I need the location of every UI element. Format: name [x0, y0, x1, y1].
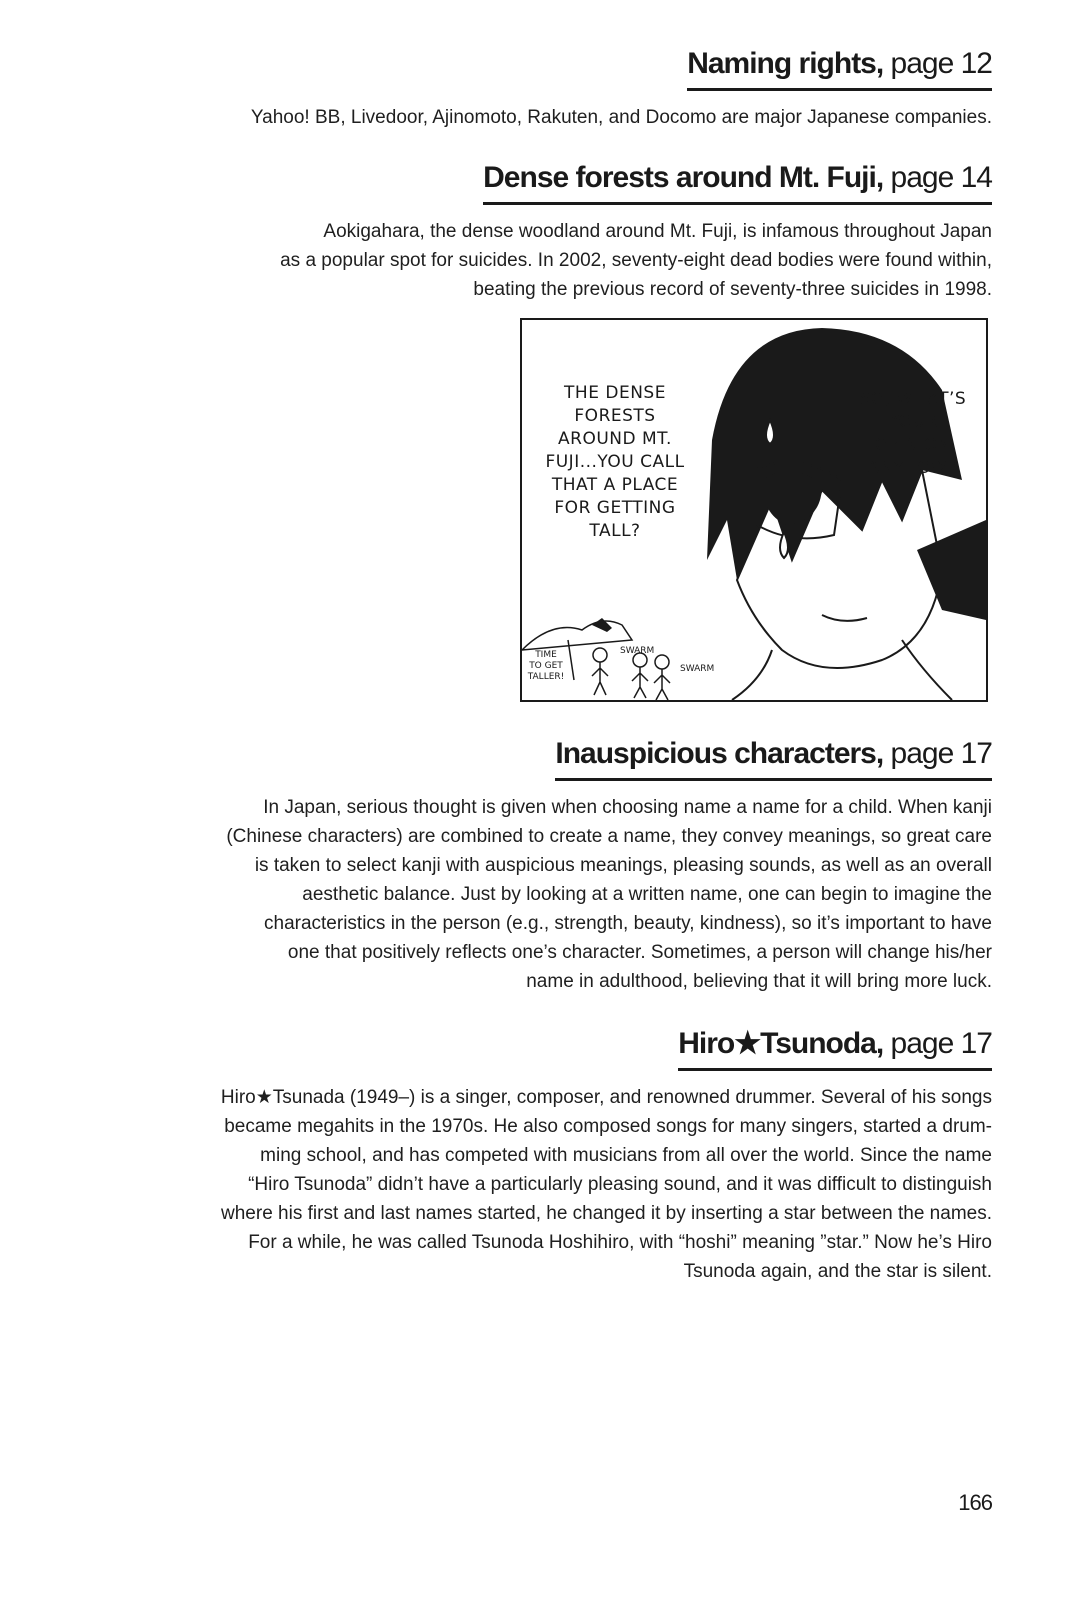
body-line: Aokigahara, the dense woodland around Mt. Fuji, is infamous throughout Japan — [323, 221, 992, 242]
heading-page-ref: page 12 — [890, 47, 992, 80]
peak-shape — [592, 618, 612, 632]
section-body — [132, 793, 992, 996]
section-naming-rights — [132, 46, 992, 132]
heading-title: Inauspicious characters, — [555, 737, 884, 770]
bubble-line: AROUND MT. — [558, 429, 672, 449]
body-line: Tsunoda again, and the star is silent. — [683, 1261, 992, 1282]
heading-title: Hiro★Tsunoda, — [678, 1027, 884, 1060]
figure-body — [632, 667, 648, 698]
sign-text — [526, 650, 566, 683]
heading-title: Dense forests around Mt. Fuji, — [483, 161, 884, 194]
section-body — [132, 217, 992, 304]
heading-page-ref: page 14 — [890, 161, 992, 194]
speech-bubble-right — [848, 388, 978, 480]
bubble-line: ANYHOW? — [867, 458, 959, 478]
figure-body — [654, 669, 670, 700]
body-line: became megahits in the 1970s. He also composed songs for many singers, started a drum- — [224, 1116, 992, 1137]
heading-page-ref: page 17 — [890, 1027, 992, 1060]
bubble-line: THAT A PLACE — [551, 475, 679, 495]
section-heading — [555, 736, 992, 781]
sfx-text: SWARM — [620, 646, 655, 656]
sfx-text: SWARM — [680, 664, 715, 674]
speech-bubble-left — [530, 382, 700, 543]
body-line: ming school, and has competed with musicians from all over the world. Since the name — [260, 1145, 992, 1166]
body-line: (Chinese characters) are combined to create a name, they convey meanings, so great care — [226, 826, 992, 847]
bubble-line: SO, WHAT’S — [859, 389, 967, 409]
body-line: one that positively reflects one’s character. Sometimes, a person will change his/her — [287, 942, 992, 963]
body-line: In Japan, serious thought is given when choosing name a name for a child. When kanji — [263, 797, 992, 818]
bubble-line: THE DENSE — [564, 383, 666, 403]
body-line: characteristics in the person (e.g., strength, beauty, kindness), so it’s important to have — [264, 913, 992, 934]
heading-page-ref: page 17 — [890, 737, 992, 770]
body-line: Yahoo! BB, Livedoor, Ajinomoto, Rakuten, and Docomo are major Japanese companies. — [250, 107, 992, 128]
mountain-shape — [522, 621, 632, 650]
figure-head — [655, 655, 669, 669]
body-line: “Hiro Tsunoda” didn’t have a particularly pleasing sound, and it was difficult to distinguish — [248, 1174, 992, 1195]
figure-head — [593, 648, 607, 662]
sign-line: TO GET — [529, 661, 563, 671]
bubble-line: FORESTS — [574, 406, 656, 426]
body-line: where his first and last names started, he changed it by inserting a star between the names. — [221, 1203, 992, 1224]
body-line: For a while, he was called Tsunoda Hoshihiro, with “hoshi” meaning ”star.” Now he’s Hiro — [248, 1232, 992, 1253]
page-number: 166 — [958, 1490, 992, 1515]
comic-panel — [520, 318, 988, 702]
bubble-line: YOUR — [888, 412, 938, 432]
section-hiro-tsunoda — [132, 1026, 992, 1286]
section-dense-forests — [132, 160, 992, 304]
bubble-line: FUJI...YOU CALL — [545, 452, 685, 472]
body-line: beating the previous record of seventy-three suicides in 1998. — [473, 279, 992, 300]
bubble-line: FOR GETTING — [554, 498, 676, 518]
body-line: is taken to select kanji with auspicious meanings, pleasing sounds, as well as an overall — [254, 855, 992, 876]
section-body — [132, 1083, 992, 1286]
section-heading — [678, 1026, 992, 1071]
body-line: Hiro★Tsunada (1949–) is a singer, composer, and renowned drummer. Several of his songs — [220, 1087, 992, 1108]
figure-body — [592, 662, 608, 695]
section-inauspicious-characters — [132, 736, 992, 996]
sign-line: TALLER! — [527, 672, 565, 682]
bubble-line: TALL? — [589, 521, 641, 541]
body-line: aesthetic balance. Just by looking at a written name, one can begin to imagine the — [302, 884, 992, 905]
body-line: as a popular spot for suicides. In 2002, seventy-eight dead bodies were found within, — [280, 250, 992, 271]
section-heading — [687, 46, 992, 91]
sign-line: TIME — [535, 650, 557, 660]
section-body — [132, 103, 992, 132]
heading-title: Naming rights, — [687, 47, 884, 80]
section-heading — [483, 160, 992, 205]
bubble-line: OPINION — [875, 435, 951, 455]
body-line: name in adulthood, believing that it will bring more luck. — [526, 971, 992, 992]
